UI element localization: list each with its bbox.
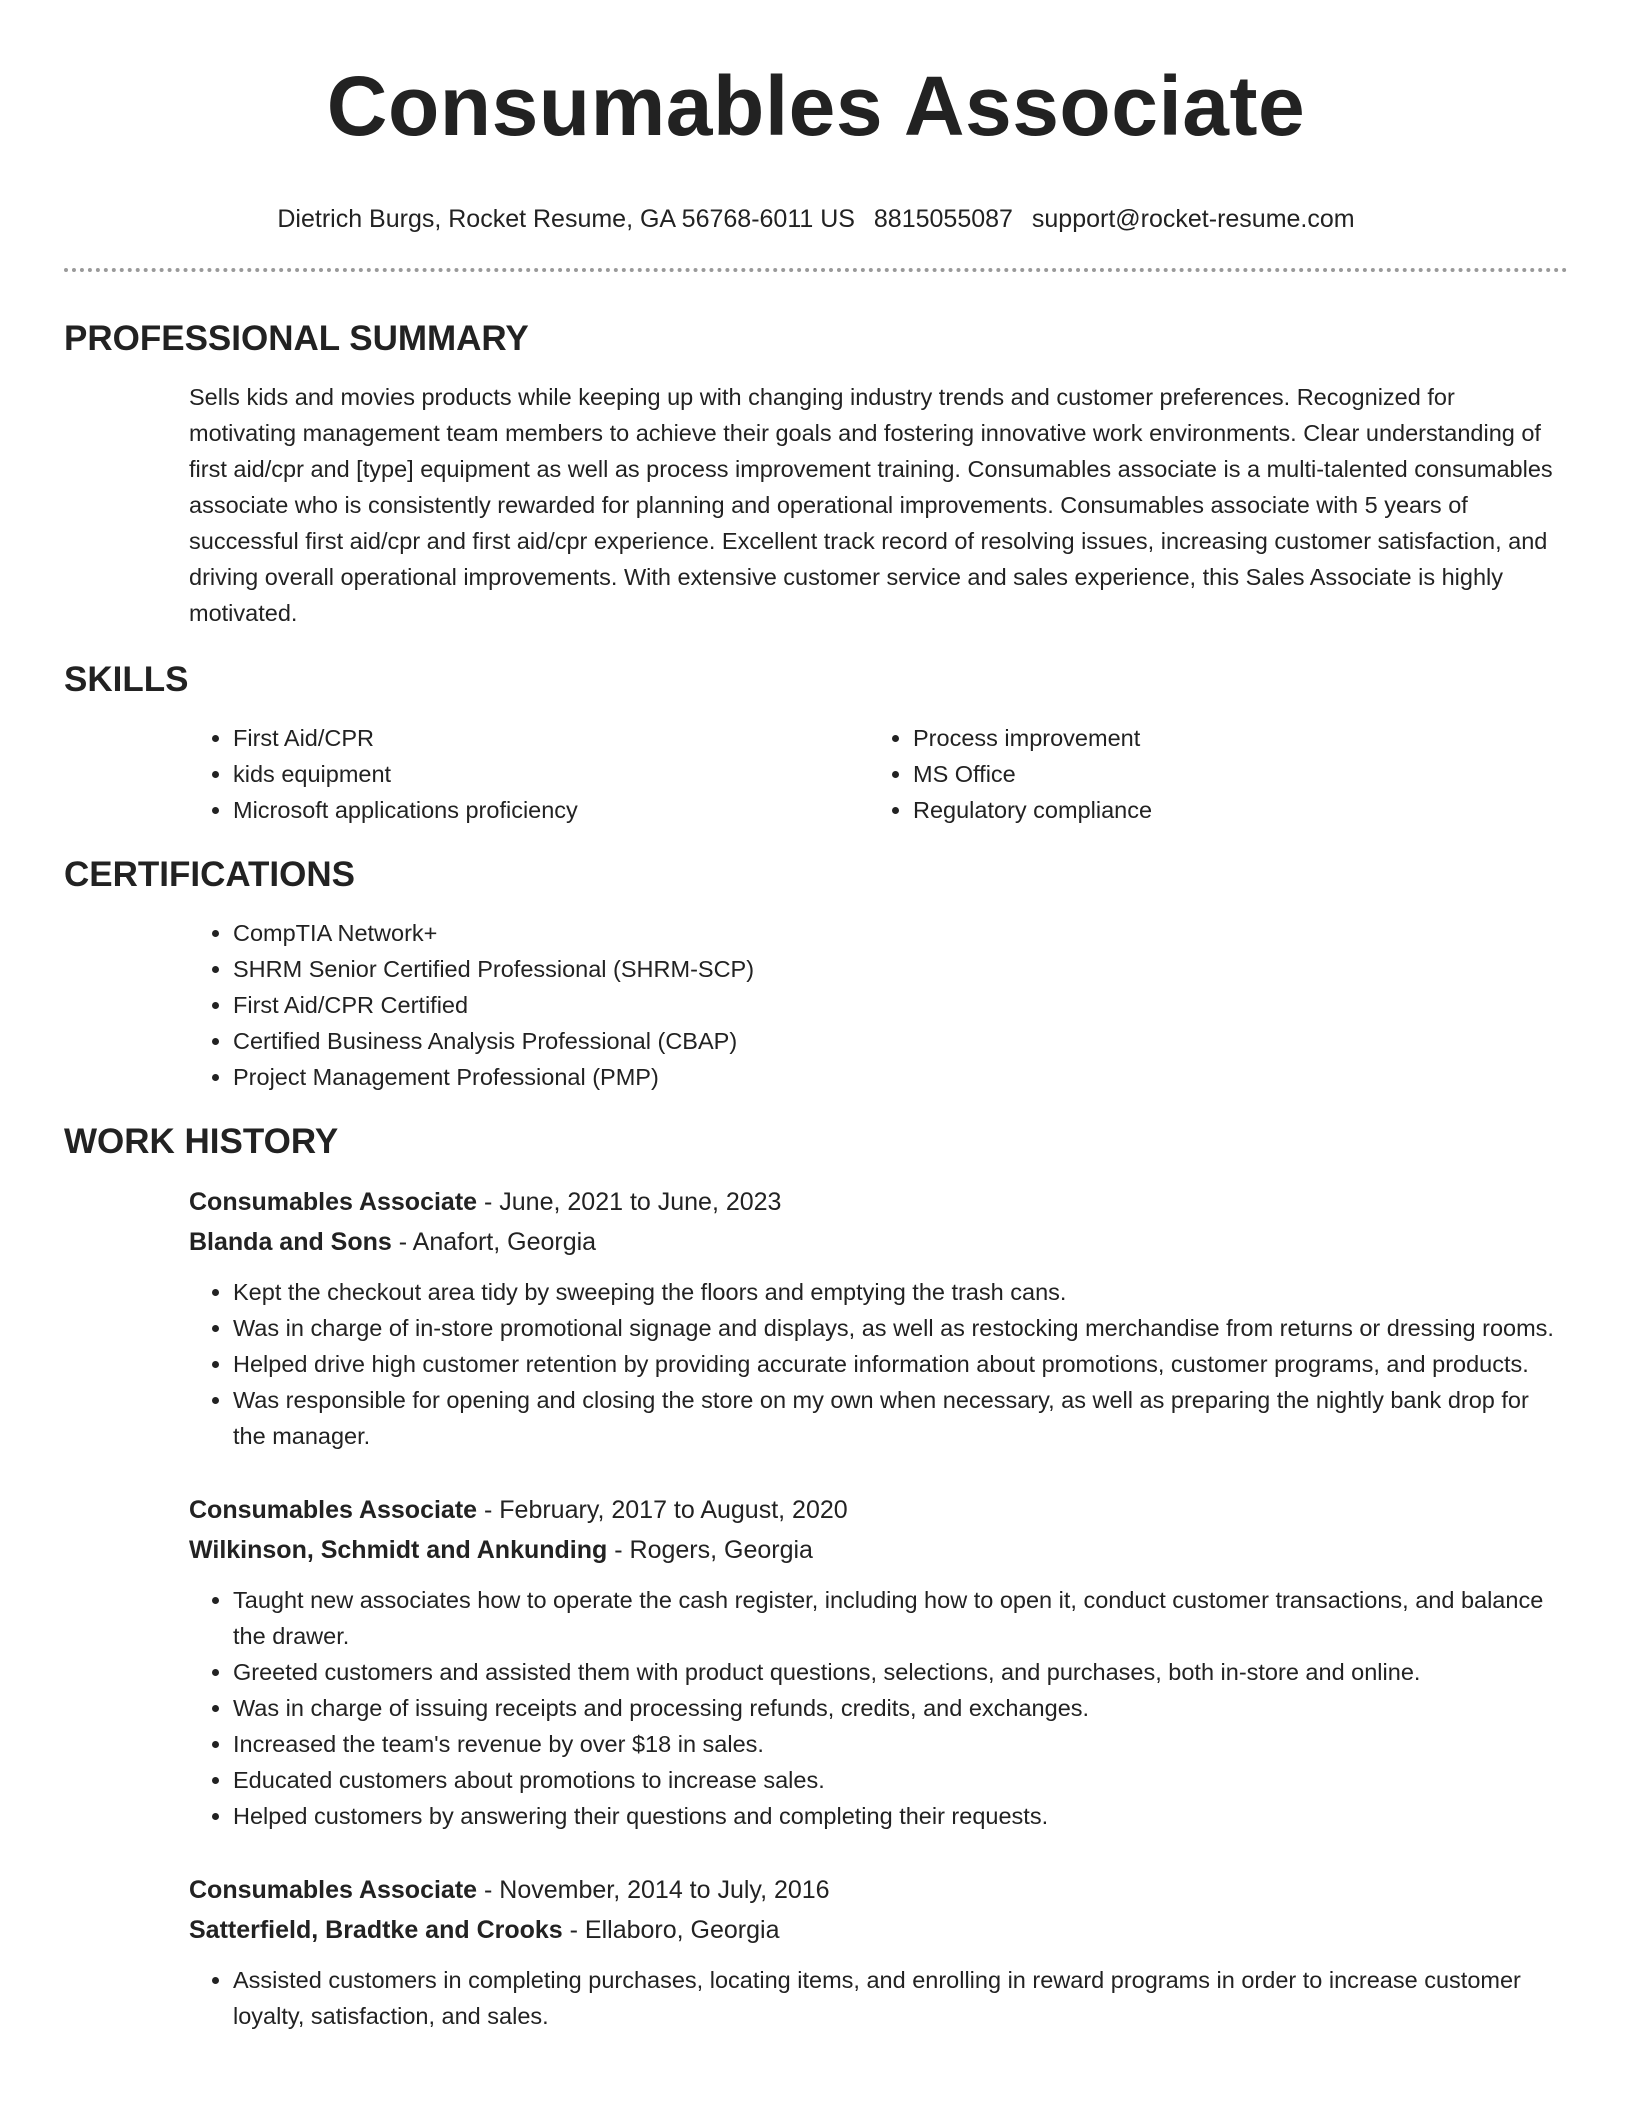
skills-grid — [189, 720, 1568, 828]
job-company-line — [189, 1222, 1568, 1262]
job-bullet: • Assisted customers in completing purchases, locating items, and enrolling in reward programs in order to increase customer loyalty, satisfaction, and sales. — [233, 1962, 1568, 2034]
job-bullets — [189, 1582, 1568, 1834]
skill-item: • Process improvement — [913, 720, 1568, 756]
skill-item: • First Aid/CPR — [233, 720, 869, 756]
job-bullet: • Educated customers about promotions to increase sales. — [233, 1762, 1568, 1798]
job-dates: - November, 2014 to July, 2016 — [477, 1876, 830, 1904]
job-bullet: • Helped customers by answering their questions and completing their requests. — [233, 1798, 1568, 1834]
job-role: Consumables Associate — [189, 1876, 478, 1904]
section-title-work-history: WORK HISTORY — [64, 1122, 339, 1161]
skills-column-left — [189, 720, 869, 828]
job-bullet: • Was in charge of issuing receipts and processing refunds, credits, and exchanges. — [233, 1690, 1568, 1726]
job-bullet: • Increased the team's revenue by over $18 in sales. — [233, 1726, 1568, 1762]
certification-item: • SHRM Senior Certified Professional (SHRM-SCP) — [233, 951, 1568, 987]
job-company: Blanda and Sons — [189, 1228, 392, 1256]
job-title-line — [189, 1490, 1568, 1530]
job-location: - Anafort, Georgia — [391, 1228, 597, 1256]
certification-item: • Project Management Professional (PMP) — [233, 1059, 1568, 1095]
job-title-line — [189, 1182, 1568, 1222]
section-title-certifications: CERTIFICATIONS — [64, 855, 356, 894]
job-title-line — [189, 1870, 1568, 1910]
job-location: - Ellaboro, Georgia — [562, 1916, 780, 1944]
job-location: - Rogers, Georgia — [607, 1536, 813, 1564]
section-title-summary: PROFESSIONAL SUMMARY — [64, 319, 529, 358]
certifications-bullets — [189, 915, 1568, 1095]
job-bullet: • Greeted customers and assisted them with product questions, selections, and purchases, both in-store and online. — [233, 1654, 1568, 1690]
job-company-line — [189, 1910, 1568, 1950]
certification-item: • Certified Business Analysis Professional (CBAP) — [233, 1023, 1568, 1059]
certifications-list — [189, 915, 1568, 1095]
candidate-name: Consumables Associate — [326, 59, 1306, 153]
certification-item: • First Aid/CPR Certified — [233, 987, 1568, 1023]
job-bullet: • Taught new associates how to operate the cash register, including how to open it, conduct customer transactions, and balance the drawer. — [233, 1582, 1568, 1654]
job-dates: - June, 2021 to June, 2023 — [477, 1188, 782, 1216]
job-entry — [189, 1490, 1568, 1834]
summary-text: Sells kids and movies products while keeping up with changing industry trends and customer preferences. Recognized for motivating management team members to achieve their goals and fostering innovative work environments. Clear understanding of first aid/cpr and [type] equipment as well as process improvement training. Consumables associate is a multi-talented consumables associate who is consistently rewarded for planning and operational improvements. Consumables associate with 5 years of successful first aid/cpr and first aid/cpr experience. Excellent track record of resolving issues, increasing customer satisfaction, and driving overall operational improvements. With extensive customer service and sales experience, this Sales Associate is highly motivated. — [189, 384, 1553, 626]
job-bullet: • Was responsible for opening and closing the store on my own when necessary, as well as preparing the nightly bank drop for the manager. — [233, 1382, 1568, 1454]
header-divider — [64, 268, 1568, 272]
job-bullets — [189, 1962, 1568, 2034]
job-role: Consumables Associate — [189, 1188, 478, 1216]
contact-line — [64, 204, 1568, 234]
job-bullets — [189, 1274, 1568, 1454]
job-dates: - February, 2017 to August, 2020 — [477, 1496, 848, 1524]
job-company: Wilkinson, Schmidt and Ankunding — [189, 1536, 608, 1564]
skills-column-right — [869, 720, 1568, 828]
section-title-skills: SKILLS — [64, 660, 189, 699]
job-bullet: • Helped drive high customer retention by providing accurate information about promotions, customer programs, and products. — [233, 1346, 1568, 1382]
contact-email: support@rocket-resume.com — [1031, 205, 1355, 233]
contact-phone: 8815055087 — [873, 205, 1013, 233]
contact-address: Dietrich Burgs, Rocket Resume, GA 56768-6011 US — [277, 205, 855, 233]
job-entry — [189, 1870, 1568, 2034]
job-company-line — [189, 1530, 1568, 1570]
job-bullet: • Was in charge of in-store promotional signage and displays, as well as restocking merchandise from returns or dressing rooms. — [233, 1310, 1568, 1346]
certification-item: • CompTIA Network+ — [233, 915, 1568, 951]
skill-item: • Regulatory compliance — [913, 792, 1568, 828]
skill-item: • kids equipment — [233, 756, 869, 792]
job-entry — [189, 1182, 1568, 1454]
skill-item: • Microsoft applications proficiency — [233, 792, 869, 828]
skill-item: • MS Office — [913, 756, 1568, 792]
job-company: Satterfield, Bradtke and Crooks — [189, 1916, 563, 1944]
job-bullet: • Kept the checkout area tidy by sweeping the floors and emptying the trash cans. — [233, 1274, 1568, 1310]
job-role: Consumables Associate — [189, 1496, 478, 1524]
